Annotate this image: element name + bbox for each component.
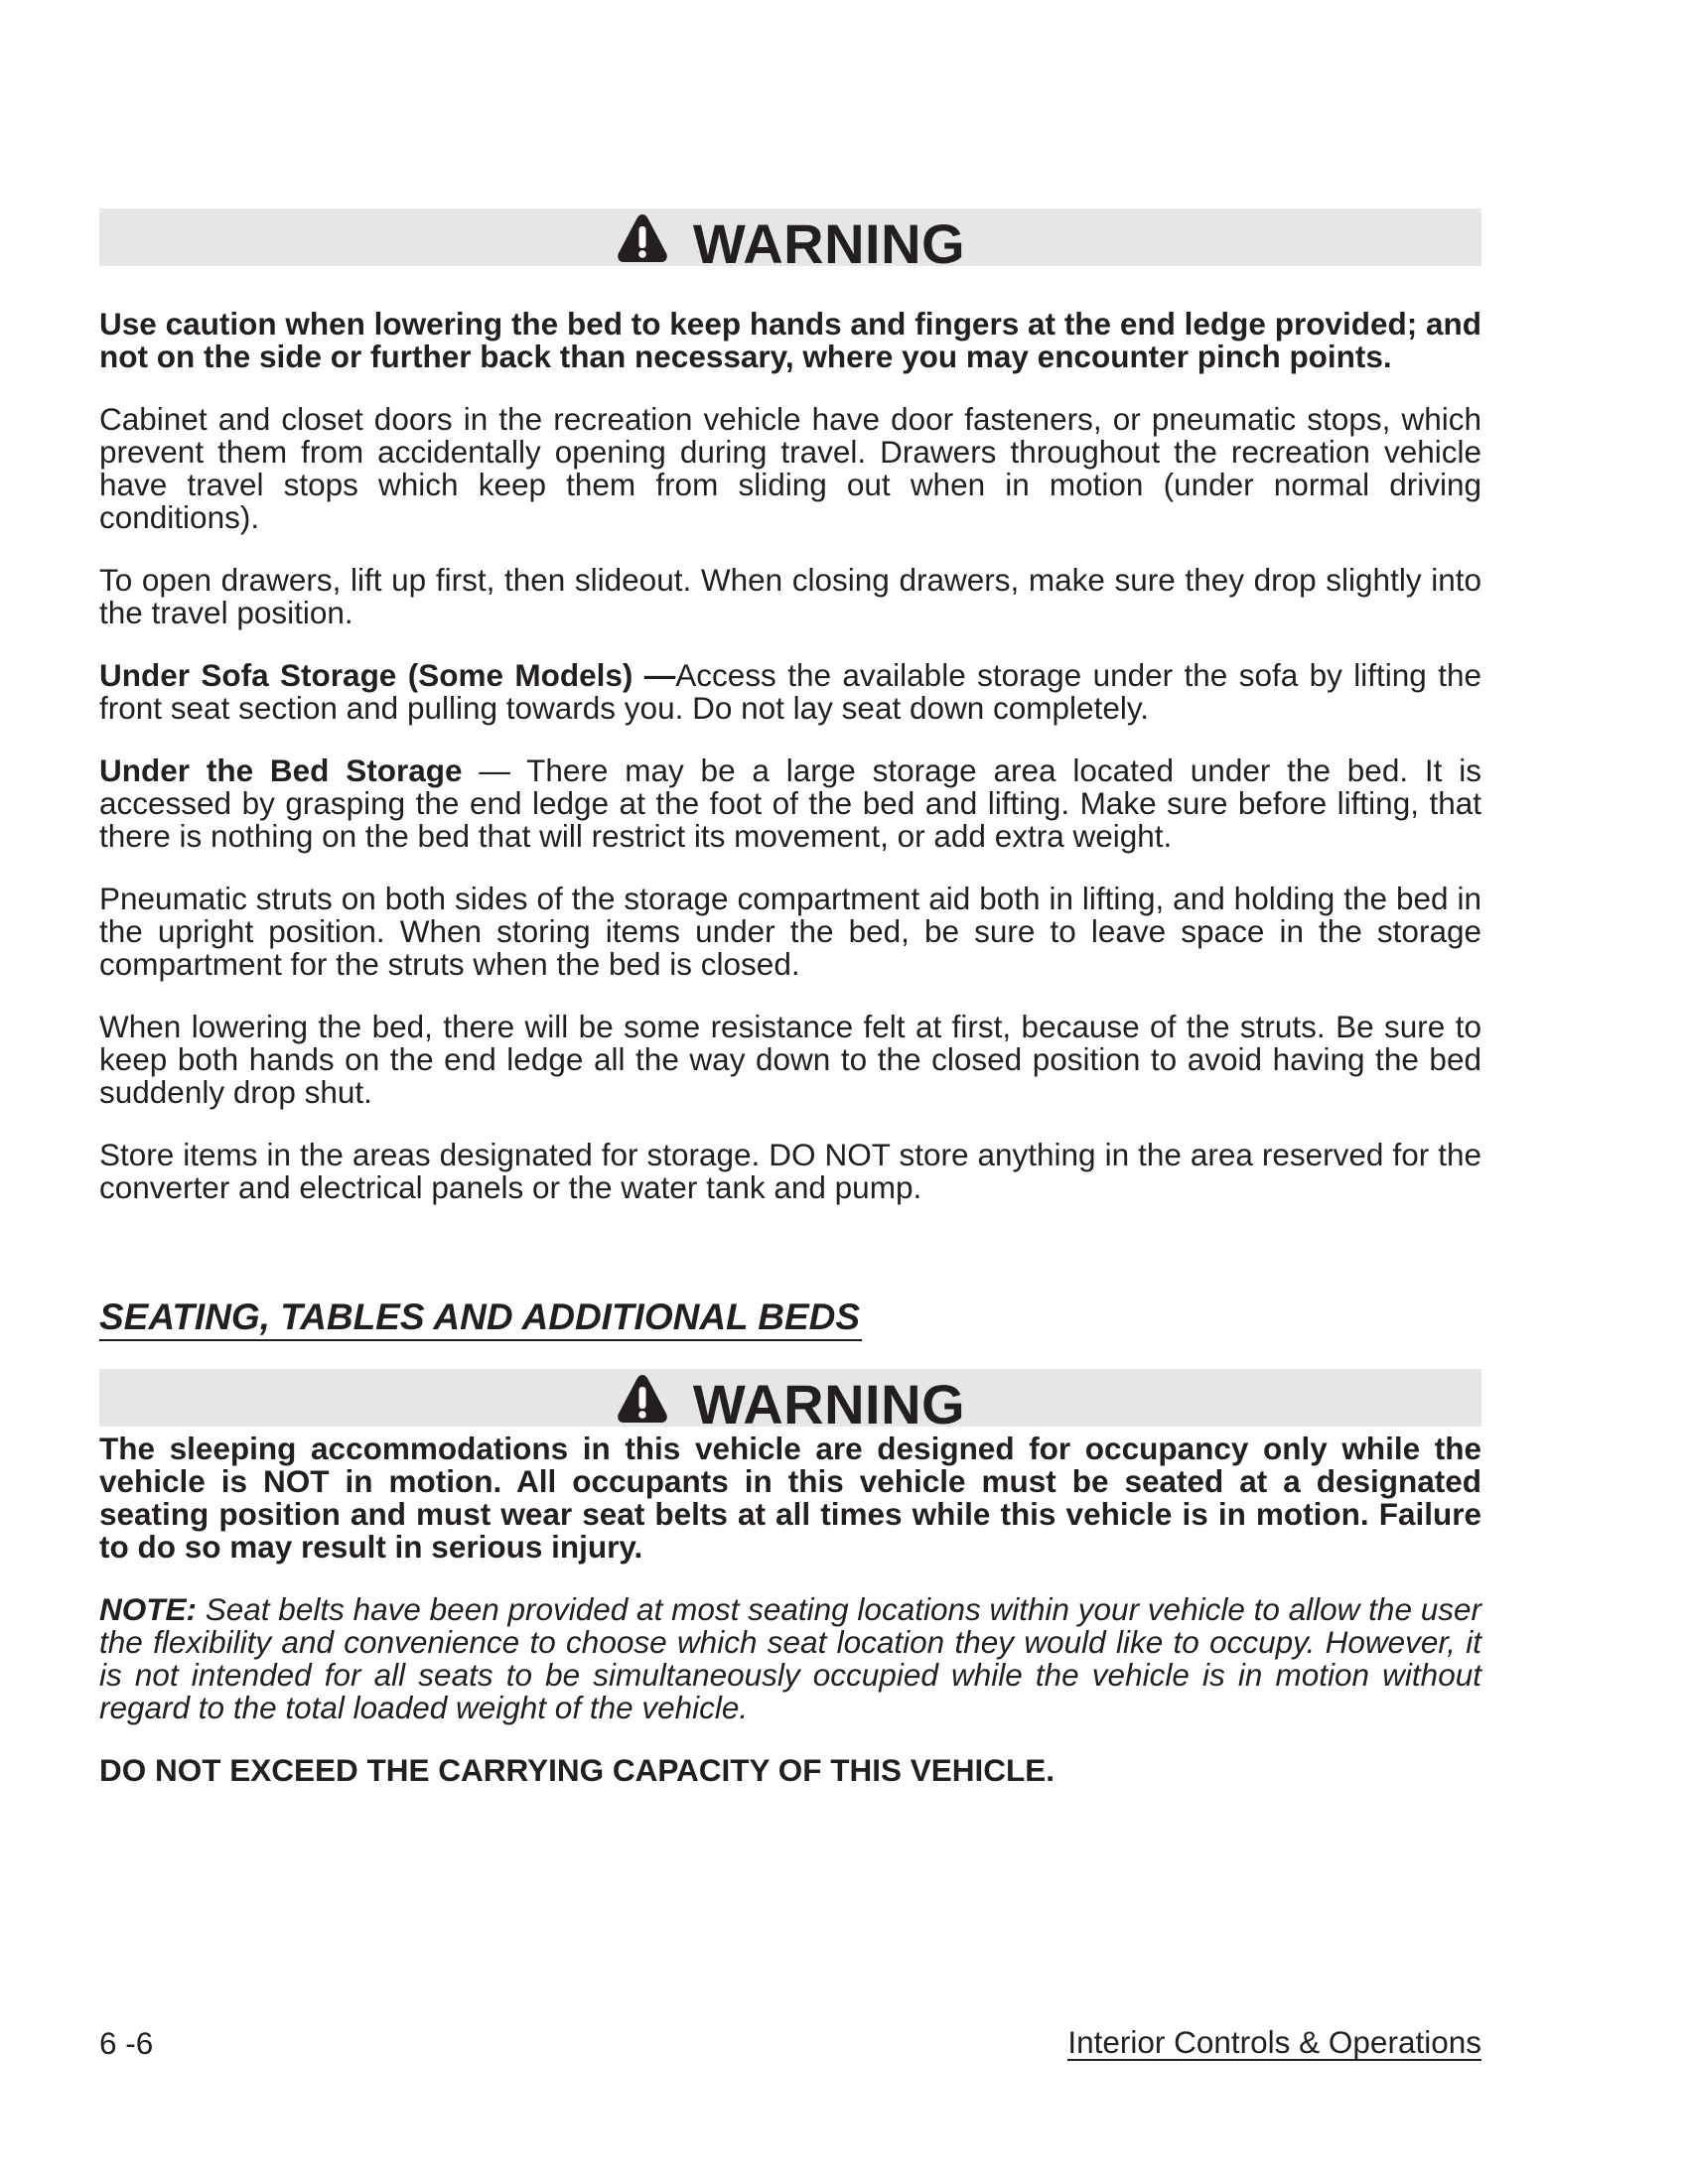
footer-section-title: Interior Controls & Operations (1067, 2024, 1481, 2060)
drawers-paragraph: To open drawers, lift up first, then slideout. When closing drawers, make sure they drop slightly into the travel position. (99, 562, 1481, 630)
warning-triangle-icon (616, 1372, 669, 1426)
page-number: 6 -6 (99, 2025, 154, 2061)
capacity-warning: DO NOT EXCEED THE CARRYING CAPACITY OF THIS VEHICLE. (99, 1752, 1055, 1788)
lowering-paragraph: When lowering the bed, there will be some resistance felt at first, because of the struts. Be sure to keep both hands on the end ledge all the way down to the closed position to avoid having the bed suddenly drop shut. (99, 1009, 1481, 1110)
struts-paragraph: Pneumatic struts on both sides of the storage compartment aid both in lifting, and holding the bed in the upright position. When storing items under the bed, be sure to leave space in the storage compartment for the struts when the bed is closed. (99, 881, 1481, 982)
sofa-storage-text: Access the available storage under the sofa by lifting the front seat section and pulling towards you. Do not lay seat down completely. (99, 657, 1482, 726)
section-heading: SEATING, TABLES AND ADDITIONAL BEDS (99, 1296, 862, 1341)
section-heading-wrap (99, 1296, 1481, 1341)
bed-storage-paragraph (99, 754, 1481, 853)
cabinet-paragraph: Cabinet and closet doors in the recreation vehicle have door fasteners, or pneumatic stops, which prevent them from accidentally opening during travel. Drawers throughout the recreation vehicle have travel stops which keep them from sliding out when in motion (under normal driving conditions). (99, 401, 1481, 535)
warning-text: Use caution when lowering the bed to keep hands and fingers at the end ledge provided; and not on the side or further back than necessary, where you may encounter pinch points. (99, 306, 1481, 374)
warning-banner (99, 1369, 1481, 1435)
note-text: Seat belts have been provided at most seating locations within your vehicle to allow the user the flexibility and convenience to choose which seat location they would like to occupy. However, it is not intended for all seats to be simultaneously occupied while the vehicle is in motion without regard to the total loaded weight of the vehicle. (99, 1591, 1481, 1725)
page-content (99, 208, 1481, 1787)
bed-storage-text: — There may be a large storage area located under the bed. It is accessed by grasping the end ledge at the foot of the bed and lifting. Make sure before lifting, that there is nothing on the bed that will restrict its movement, or add extra weight. (99, 752, 1481, 854)
warning-banner (99, 208, 1481, 275)
sofa-storage-label: Under Sofa Storage (Some Models) — (99, 657, 676, 693)
note-paragraph (99, 1593, 1481, 1724)
sofa-storage-paragraph (99, 659, 1481, 725)
warning-triangle-icon (616, 211, 669, 265)
bed-storage-label: Under the Bed Storage (99, 752, 463, 788)
warning-text: The sleeping accommodations in this vehicle are designed for occupancy only while the vehicle is NOT in motion. All occupants in this vehicle must be seated at a designated seating position and must wear seat belts at all times while this vehicle is in motion. Failure to do so may result in serious injury. (99, 1431, 1481, 1565)
warning-title: WARNING (692, 212, 966, 275)
note-label: NOTE: (99, 1591, 197, 1627)
warning-title: WARNING (692, 1373, 966, 1435)
store-items-paragraph: Store items in the areas designated for storage. DO NOT store anything in the area reserved for the converter and electrical panels or the water tank and pump. (99, 1137, 1481, 1205)
